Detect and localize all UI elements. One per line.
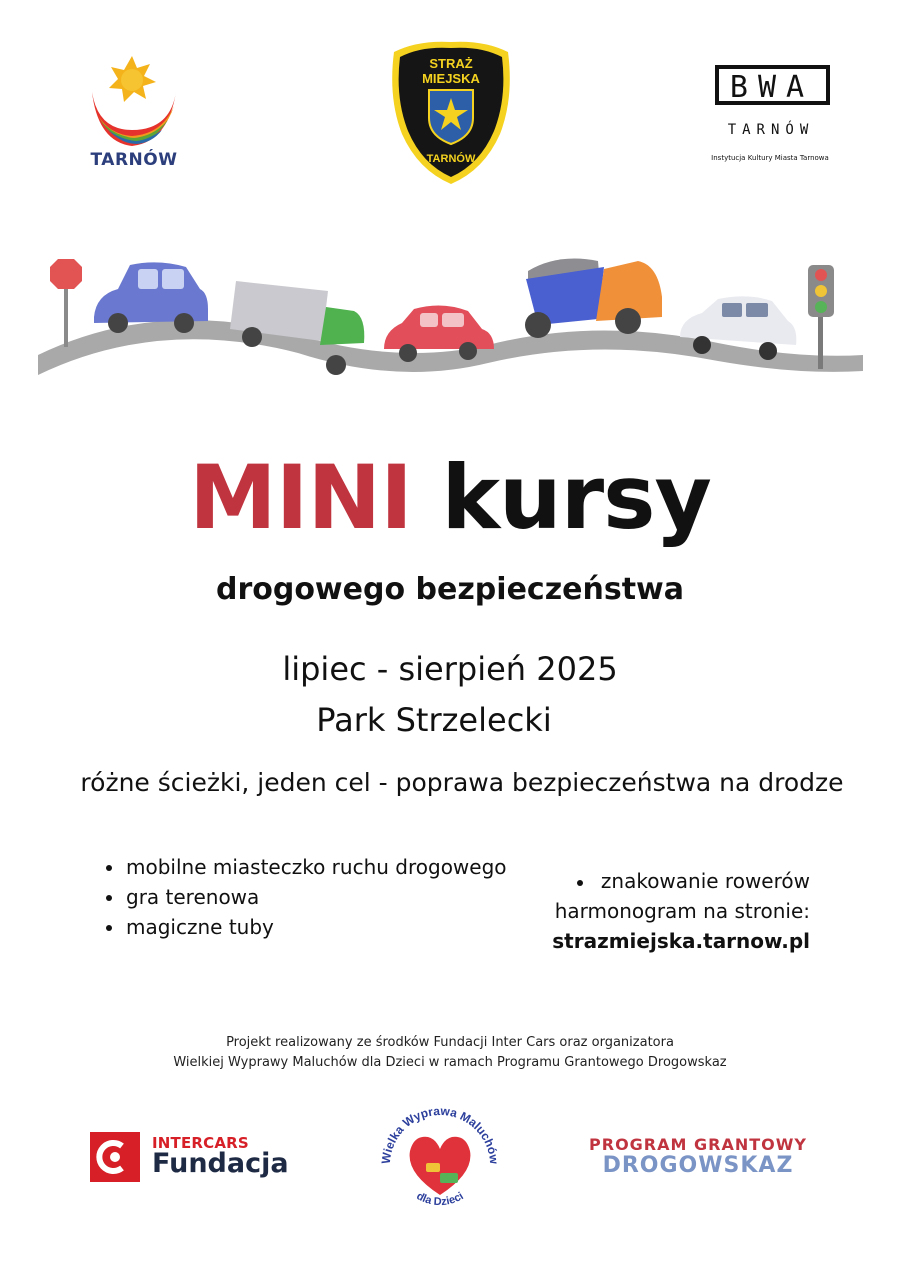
tarnow-logo-text: TARNÓW: [90, 150, 178, 170]
bullet-icon: [106, 865, 112, 871]
program-label-line-1: PROGRAM GRANTOWY: [589, 1135, 807, 1154]
badge-line-1: STRAŻ: [429, 56, 473, 71]
title-mini: MINI: [189, 446, 412, 549]
funding-note: [0, 1033, 900, 1073]
place-line: Park Strzelecki: [316, 701, 552, 739]
list-item: mobilne miasteczko ruchu drogowego: [102, 852, 507, 882]
title-kursy: kursy: [441, 446, 711, 549]
list-item: gra terenowa: [102, 882, 507, 912]
small-car-icon: [426, 1163, 440, 1172]
road-vehicles-illustration: [38, 245, 863, 395]
bullet-icon: [106, 895, 112, 901]
wwm-arc-text: Wielka Wyprawa Maluchów: [378, 1103, 502, 1165]
bullet-icon: [577, 880, 583, 886]
badge-line-2: MIEJSKA: [422, 71, 480, 86]
wwm-bottom-text: dla Dzieci: [414, 1190, 466, 1209]
straz-miejska-badge: [388, 38, 514, 188]
wielka-wyprawa-maluchow-logo: [370, 1093, 510, 1223]
list-item: magiczne tuby: [102, 912, 507, 942]
right-info-block: [548, 866, 810, 956]
funding-note-line: Projekt realizowany ze środków Fundacji Inter Cars oraz organizatora: [226, 1035, 674, 1050]
page-subtitle: drogowego bezpieczeństwa: [215, 572, 685, 607]
bwa-letters: BWA: [729, 70, 815, 105]
activities-list: [102, 852, 507, 942]
bwa-city: TARNÓW: [727, 122, 815, 138]
traffic-light-icon: [808, 265, 834, 369]
intercars-emblem-icon: [90, 1132, 140, 1182]
date-line: lipiec - sierpień 2025: [282, 650, 618, 688]
fundacja-label: Fundacja: [152, 1148, 289, 1179]
bwa-tarnow-logo: [705, 55, 840, 170]
funding-note-line: Wielkiej Wyprawy Maluchów dla Dzieci w ramach Programu Grantowego Drogowskaz: [173, 1055, 727, 1070]
website-link[interactable]: strazmiejska.tarnow.pl: [552, 929, 810, 953]
small-car-icon: [440, 1173, 458, 1183]
badge-line-3: TARNÓW: [426, 153, 476, 165]
dump-truck-icon: [525, 259, 662, 338]
stop-sign-icon: [50, 259, 82, 347]
bwa-subtitle: Instytucja Kultury Miasta Tarnowa: [711, 154, 829, 162]
program-label-line-2: DROGOWSKAZ: [602, 1153, 794, 1178]
sun-icon: [109, 56, 156, 102]
schedule-label: harmonogram na stronie:: [554, 899, 810, 923]
page-title: [0, 448, 900, 548]
intercars-fundacja-logo: [90, 1130, 310, 1184]
green-truck-icon: [230, 281, 364, 375]
list-item: znakowanie rowerów: [548, 866, 810, 896]
bullet-icon: [106, 925, 112, 931]
tagline: różne ścieżki, jeden cel - poprawa bezpieczeństwa na drodze: [80, 768, 844, 797]
intercars-label: INTERCARS: [152, 1134, 249, 1152]
